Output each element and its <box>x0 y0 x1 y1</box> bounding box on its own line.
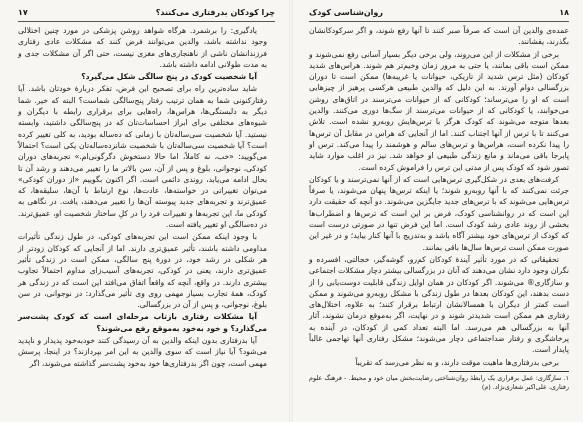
footnote-divider <box>449 371 569 372</box>
paragraph: برخی بدرفتاری‌ها ماهیت موقت دارند، و به نظر می‌رسد که تقریباً <box>355 357 559 367</box>
body-text-left <box>18 25 275 369</box>
question-heading: آیا مشکلات رفتاری بازتاب مرحله‌ای است که کودک پشت‌سر می‌گذارد؟ و خود به‌خود به‌موقع رفع می‌شوند؟ <box>18 312 267 333</box>
paragraph: شاید ساده‌ترین راه برای تصحیح این فرض، تفکر دربارهٔ خودتان باشد. آیا رفتارکنونی شما به همان ترتیب رفتار پنج‌سالگی شماست؟ البته که خیر. شما دیگر به دلبستگی‌ها، هراس‌ها، راه‌هایی برای برقراری رابطه با دیگران و شیوه‌های مختلفی برای ابراز احساسات‌تان که در پنج‌سالگی داشتید، وابسته نیستید. آیا شخصیت سی‌ساله‌تان با زمانی که ده‌ساله بودید، به کلی تغییر کرده است؟ آیا شخصیت سی‌ساله‌تان با شخصیت شانزده‌ساله‌تان یکی است؟ احتمالاً می‌گویید: «خب، نه کاملاً، اما حالا دستخوش دگرگونی‌ام.» تجربه‌های دوران کودکی، نوجوانی، بلوغ و پس از آن، سن بالاتر ما را تغییر می‌دهند و رشد آن تا بحال ادامه می‌یابد، روندی دائمی است. اگر اکنون بگوییم «از دوران کودکی» می‌توان تغییراتی در خواسته‌ها، عادت‌ها، نوع ارتباط با آن‌ها، سلیقه‌ها، که عمیق‌ترند و تجربه‌های جدید پیوسته آن‌ها را تغییر می‌دهند، یافت. در نگاهی به کودکی ما، این تجربه‌ها و تغییرات فرد را در کلِ ساختار شخصیت او، عمیق‌ترند. در ده‌سالگی او تغییر یافته است. <box>18 84 267 230</box>
running-head-left <box>18 8 275 22</box>
page-right <box>291 0 583 422</box>
paragraph: یادگیری: را برشمرد. هرگاه شواهد روشن پزشکی در مورد چنین اختلالی وجود نداشته باشد، والدین می‌توانند فرض کنند که مشکلات عادی رفتاری فرزندانشان ناشی از ناهنجاری‌های مغزی نیست، حتی اگر آن مشکلات جدی و به مدت طولانی ادامه داشته باشد. <box>18 26 267 69</box>
page-number: ۱۷ <box>18 8 28 17</box>
running-title: چرا کودکان بدرفتاری می‌کنند؟ <box>155 8 275 17</box>
paragraph: تحقیقاتی که در مورد تأثیر آیندهٔ کودکان کم‌رو، گوشه‌گیر، خجالتی، افسرده و نگران وجود دارد نشان می‌دهند که آنان در بزرگسالی بیشتر دچار مشکلات اجتماعی و سازگاری® می‌شوند. اگر کودکان در همان اوایل زندگی قابلیت دوست‌یابی را از دست بدهند، این کودکان بعدها در طول زندگی با مشکل روبه‌رو می‌شوند و ممکن است کمتر از دیگران با همسالانشان ارتباط برقرار کنند؛ به علاوه، اختلال‌های رفتاری هم ممکن است شدیدتر شوند و در نهایت، اگر به‌موقع درمان نشوند، آثار آنها به بزرگسالی هم می‌رسد. اما البته تعداد کمی از کودکان، در آینده به پرخاشگری و رفتار ضداجتماعی دچار می‌شوند؛ مشکل رفتاری آنها تهاجمی غالباً پایدار است. <box>309 254 569 355</box>
paragraph: عمده‌ی والدین آن است که صرفاً صبر کنند تا آنها رفع شوند، و اگر سرکودکانشان بگذرند، یفشانند. <box>309 26 569 47</box>
running-title: روان‌شناسی کودک <box>309 8 383 17</box>
paragraph: کرفت‌های بعدی در شکل‌گیری ترس‌هایی است که از آنها نمی‌ترسند و یا کودکان جرئت نمی‌کنند که با آنها روبه‌رو شوند؛ یا اینکه ترس‌ها پنهان می‌شوند، یا صرفاً ترس‌هایی می‌شوند که با ترس‌های جدید جایگزین می‌شوند. دو آنچه که حقیقت دارد این است که در روانشناسی کودک، فرض بر این است که ترس‌ها و اضطراب‌ها بخشی از روند عادی رشد کودک است. اما این فرض تنها در صورتی درست است که کودک از ترس‌های خود بیشتر آگاه باشد و به‌تدریج با آنها کنار بیاید؛ و در غیر این صورت ممکن است ترس‌ها سال‌ها باقی بمانند. <box>309 174 569 252</box>
paragraph: برخی از مشکلات از این می‌روند، ولی برخی دیگر بسیار آسانی رفع نمی‌شوند و ممکن است باقی بمانند، یا حتی به مرور زمان وخیم‌تر هم شوند. هراس‌های شدید کودکان (مثل ترس شدید از تاریکی، حیوانات یا غریبه‌ها) ممکن است تا دوران بزرگسالی دوام آورند. به این دلیل که والدین طبیعی هرکسی پرهیز از چیزهایی است که او را می‌ترساند؛ کودکانی که از حیوانات می‌ترسند در اتاق‌های روشن می‌خوابند، یا کودکانی که از حیوانات می‌ترسند از سگ‌ها دوری می‌کنند. والدین بعدها متوجه می‌شوند که کودک هرگز با ترس‌هایش روبه‌رو نشده است. تلاش می‌کنند تا با ترس از آنها اجتناب کنند. اما از آنجایی که هراس در مقابل آن ترس‌ها را پیدا نکرده است، هراس‌ها و ترس‌های سالم و هوشمند را پیدا می‌کند. ترس او پابرجا باقی می‌ماند و مانع زندگی طبیعی او خواهد شد. نیز در اغلب موارد شاید تصور شود که کودک پس از مدتی این ترس را فراموش کرده است. <box>309 49 569 172</box>
question-heading: آیا شخصیت کودک در پنج سالگی شکل می‌گیرد؟ <box>81 72 257 82</box>
paragraph: با وجود اینکه ممکن است این تجربه‌های کودکی، در طول زندگی تأثیرات مداومی داشته باشند، تأثیر عمیق‌تری دارند. اما از آنجایی که کودکان زودتر از هر شکلی در رشد خود، در دورهٔ پنج سالگی، ممکن است در زندگی تأثیر عمیق‌تری دارند، یعنی در کودکی، تجربه‌های آسیب‌زای مداوم احتمالاً تجاوب بیشتری دارند. در واقع، آنچه که واقعاً اتفاق می‌افتد این است که در زندگی هر کودک، همهٔ تجارب بسیار مهمی روی وی تأثیر می‌گذارد: در نوجوانی، در سن بلوغ، نوجوانی، و پس از آن در بزرگسالی. <box>18 232 267 310</box>
footnote: ۱. سازگاری: عمل برقراری یک رابطهٔ روان‌شناختی رضایت‌بخش میان خود و محیط. - فرهنگ علوم رفتاری، علی‌اکبر شعاری‌نژاد. (م) <box>309 373 569 391</box>
page-number: ۱۸ <box>559 8 569 17</box>
body-text-right <box>309 25 569 368</box>
running-head-right <box>309 8 569 22</box>
paragraph: آیا بدرفتاری بدون اینکه والدین به آن رسیدگی کنند خودبه‌خود پدیدار و ناپدید می‌شود؟ آیا نیاز است که سوی والدین به این امر بپردازند؟ در اینجا، پرسش مهمی است، چون اگر بدرفتاری‌ها خود به‌خود پشت‌سر گذاشته می‌شوند، اگر <box>18 336 267 368</box>
page-left <box>0 0 291 422</box>
